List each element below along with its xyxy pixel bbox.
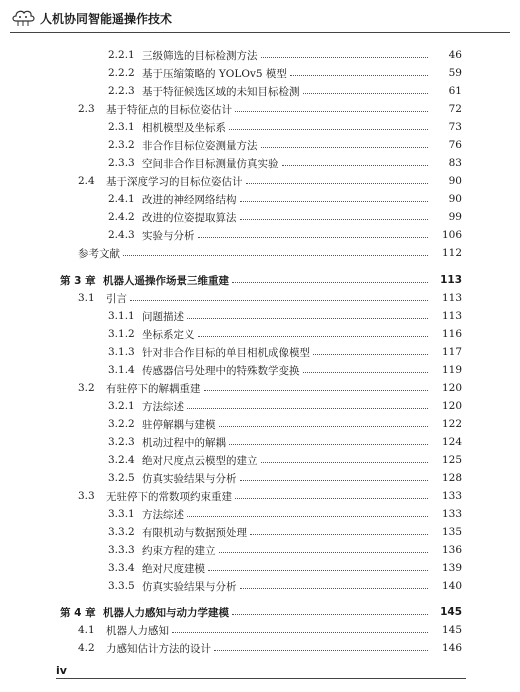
robot-cloud-logo-icon <box>10 6 36 28</box>
toc-entry-title: 仿真实验结果与分析 <box>142 472 237 485</box>
toc-entry-number: 3.3.5 <box>108 580 135 592</box>
toc-entry-title: 传感器信号处理中的特殊数学变换 <box>142 364 300 377</box>
toc-leader-dots <box>246 183 428 184</box>
toc-subsection-entry[interactable] <box>0 452 520 468</box>
toc-entry-number: 3.1.4 <box>108 364 135 376</box>
toc-leader-dots <box>303 372 428 373</box>
toc-leader-dots <box>229 444 428 445</box>
toc-entry-title: 方法综述 <box>142 400 184 413</box>
toc-entry-number: 2.2.1 <box>108 49 135 61</box>
toc-entry-title: 绝对尺度建模 <box>142 562 205 575</box>
toc-leader-dots <box>219 552 428 553</box>
toc-entry-page: 113 <box>441 310 462 322</box>
toc-entry-title: 实验与分析 <box>142 229 195 242</box>
toc-leader-dots <box>214 650 428 651</box>
toc-entry-page: 112 <box>441 247 462 259</box>
toc-entry-page: 113 <box>441 292 462 304</box>
toc-entry-title: 空间非合作目标测量仿真实验 <box>142 157 279 170</box>
toc-subsection-entry[interactable] <box>0 119 520 135</box>
toc-leader-dots <box>261 462 428 463</box>
page-number: iv <box>56 664 67 677</box>
toc-entry-page: 133 <box>441 508 462 520</box>
toc-leader-dots <box>123 255 428 256</box>
toc-entry-page: 146 <box>441 642 462 654</box>
toc-leader-dots <box>198 237 428 238</box>
toc-subsection-entry[interactable] <box>0 209 520 225</box>
toc-entry-title: 有限机动与数据预处理 <box>142 526 247 539</box>
toc-entry-page: 61 <box>448 85 462 97</box>
toc-entry-title: 机器人力感知 <box>106 624 169 637</box>
toc-entry-title: 机器人遥操作场景三维重建 <box>103 274 229 287</box>
toc-entry-number: 3.1.3 <box>108 346 135 358</box>
toc-entry-number: 2.4.1 <box>108 193 135 205</box>
toc-section-entry[interactable] <box>0 173 520 189</box>
toc-section-entry[interactable] <box>0 622 520 638</box>
toc-entry-number: 2.2.3 <box>108 85 135 97</box>
toc-subsection-entry[interactable] <box>0 227 520 243</box>
toc-entry-number: 3.3.4 <box>108 562 135 574</box>
toc-subsection-entry[interactable] <box>0 155 520 171</box>
toc-subsection-entry[interactable] <box>0 560 520 576</box>
book-title: 人机协同智能遥操作技术 <box>40 12 173 26</box>
toc-leader-dots <box>250 534 428 535</box>
toc-subsection-entry[interactable] <box>0 83 520 99</box>
toc-leader-dots <box>235 498 428 499</box>
toc-entry-number: 3.2.5 <box>108 472 135 484</box>
toc-entry-page: 46 <box>448 49 462 61</box>
toc-chapter-entry[interactable] <box>0 272 520 288</box>
toc-subsection-entry[interactable] <box>0 398 520 414</box>
toc-entry-page: 120 <box>441 400 462 412</box>
toc-entry-page: 124 <box>441 436 462 448</box>
footer-rule <box>56 678 466 679</box>
toc-leader-dots <box>198 336 428 337</box>
toc-entry-number: 2.4 <box>78 175 95 187</box>
toc-entry-number: 3.3 <box>78 490 95 502</box>
toc-subsection-entry[interactable] <box>0 308 520 324</box>
toc-entry-title: 坐标系定义 <box>142 328 195 341</box>
toc-subsection-entry[interactable] <box>0 65 520 81</box>
toc-entry-number: 2.3.2 <box>108 139 135 151</box>
toc-leader-dots <box>290 75 428 76</box>
toc-leader-dots <box>313 354 428 355</box>
toc-entry-title: 基于深度学习的目标位姿估计 <box>106 175 243 188</box>
toc-subsection-entry[interactable] <box>0 137 520 153</box>
toc-chapter-entry[interactable] <box>0 604 520 620</box>
toc-entry-page: 119 <box>441 364 462 376</box>
toc-entry-page: 106 <box>441 229 462 241</box>
toc-entry-page: 90 <box>448 175 462 187</box>
toc-entry-title: 驻停解耦与建模 <box>142 418 216 431</box>
toc-leader-dots <box>303 93 428 94</box>
toc-entry-number: 第 3 章 <box>60 274 96 287</box>
toc-subsection-entry[interactable] <box>0 191 520 207</box>
toc-section-entry[interactable] <box>0 488 520 504</box>
toc-entry-number: 2.3.1 <box>108 121 135 133</box>
toc-subsection-entry[interactable] <box>0 506 520 522</box>
toc-leader-dots <box>172 632 428 633</box>
toc-leader-dots <box>240 480 428 481</box>
toc-leader-dots <box>261 147 428 148</box>
toc-entry-number: 3.2.4 <box>108 454 135 466</box>
toc-subsection-entry[interactable] <box>0 470 520 486</box>
toc-entry-page: 90 <box>448 193 462 205</box>
toc-leader-dots <box>240 588 428 589</box>
toc-entry-title: 参考文献 <box>78 247 120 260</box>
toc-entry-number: 3.3.1 <box>108 508 135 520</box>
toc-subsection-entry[interactable] <box>0 416 520 432</box>
toc-subsection-entry[interactable] <box>0 362 520 378</box>
toc-subsection-entry[interactable] <box>0 542 520 558</box>
toc-leader-dots <box>130 300 428 301</box>
toc-section-entry[interactable] <box>0 290 520 306</box>
toc-entry-page: 122 <box>441 418 462 430</box>
toc-entry-title: 力感知估计方法的设计 <box>106 642 211 655</box>
toc-leader-dots <box>232 614 428 615</box>
toc-leader-dots <box>187 318 428 319</box>
toc-section-entry[interactable] <box>0 640 520 656</box>
toc-entry-title: 三级筛选的目标检测方法 <box>142 49 258 62</box>
toc-entry-number: 3.1.1 <box>108 310 135 322</box>
toc-entry-title: 方法综述 <box>142 508 184 521</box>
toc-entry-title: 基于特征候选区域的未知目标检测 <box>142 85 300 98</box>
toc-entry-title: 无驻停下的常数项约束重建 <box>106 490 232 503</box>
toc-subsection-entry[interactable] <box>0 524 520 540</box>
toc-entry-title: 绝对尺度点云模型的建立 <box>142 454 258 467</box>
toc-section-entry[interactable] <box>0 101 520 117</box>
toc-entry-title: 问题描述 <box>142 310 184 323</box>
toc-entry-page: 135 <box>441 526 462 538</box>
toc-entry-number: 2.2.2 <box>108 67 135 79</box>
toc-entry-number: 3.2.3 <box>108 436 135 448</box>
toc-entry-page: 139 <box>441 562 462 574</box>
toc-entry-title: 非合作目标位姿测量方法 <box>142 139 258 152</box>
toc-leader-dots <box>261 57 428 58</box>
toc-leader-dots <box>240 219 428 220</box>
toc-entry-number: 3.2.2 <box>108 418 135 430</box>
toc-entry-number: 3.2.1 <box>108 400 135 412</box>
toc-entry-number: 第 4 章 <box>60 606 96 619</box>
toc-entry-number: 3.1 <box>78 292 95 304</box>
toc-leader-dots <box>232 282 428 283</box>
toc-entry-number: 2.3.3 <box>108 157 135 169</box>
toc-entry-title: 基于压缩策略的 YOLOv5 模型 <box>142 67 287 80</box>
toc-entry-number: 2.4.2 <box>108 211 135 223</box>
toc-leader-dots <box>187 408 428 409</box>
toc-subsection-entry[interactable] <box>0 47 520 63</box>
toc-entry-number: 2.4.3 <box>108 229 135 241</box>
toc-subsection-entry[interactable] <box>0 344 520 360</box>
toc-entry-page: 76 <box>448 139 462 151</box>
toc-entry-page: 120 <box>441 382 462 394</box>
toc-entry-page: 72 <box>448 103 462 115</box>
toc-entry-title: 机器人力感知与动力学建模 <box>103 606 229 619</box>
toc-entry-page: 83 <box>448 157 462 169</box>
toc-entry-page: 133 <box>441 490 462 502</box>
toc-entry-page: 140 <box>441 580 462 592</box>
toc-leader-dots <box>187 516 428 517</box>
toc-subsection-entry[interactable] <box>0 434 520 450</box>
toc-entry-title: 基于特征点的目标位姿估计 <box>106 103 232 116</box>
toc-leader-dots <box>208 570 428 571</box>
toc-entry-page: 125 <box>441 454 462 466</box>
toc-entry-page: 145 <box>440 606 462 618</box>
toc-entry-page: 113 <box>440 274 462 286</box>
toc-entry-number: 2.3 <box>78 103 95 115</box>
toc-entry-page: 145 <box>441 624 462 636</box>
toc-leader-dots <box>282 165 428 166</box>
toc-entry-title: 约束方程的建立 <box>142 544 216 557</box>
toc-section-entry[interactable] <box>0 380 520 396</box>
toc-entry-number: 3.3.3 <box>108 544 135 556</box>
toc-leader-dots <box>229 129 428 130</box>
toc-entry-title: 机动过程中的解耦 <box>142 436 226 449</box>
toc-leader-dots <box>240 201 428 202</box>
toc-entry-title: 仿真实验结果与分析 <box>142 580 237 593</box>
toc-leader-dots <box>219 426 428 427</box>
toc-entry-number: 4.2 <box>78 642 95 654</box>
toc-entry-page: 136 <box>441 544 462 556</box>
toc-entry-page: 59 <box>448 67 462 79</box>
toc-leader-dots <box>204 390 428 391</box>
toc-entry-number: 4.1 <box>78 624 95 636</box>
toc-entry-number: 3.3.2 <box>108 526 135 538</box>
toc-entry-page: 99 <box>448 211 462 223</box>
toc-entry-number: 3.2 <box>78 382 95 394</box>
toc-entry-title: 引言 <box>106 292 127 305</box>
toc-section-entry[interactable] <box>0 245 520 261</box>
toc-entry-page: 116 <box>441 328 462 340</box>
toc-entry-title: 针对非合作目标的单目相机成像模型 <box>142 346 310 359</box>
toc-leader-dots <box>235 111 428 112</box>
toc-subsection-entry[interactable] <box>0 326 520 342</box>
header-rule <box>10 32 510 33</box>
toc-entry-title: 相机模型及坐标系 <box>142 121 226 134</box>
toc-entry-page: 128 <box>441 472 462 484</box>
running-header <box>0 0 520 34</box>
toc-subsection-entry[interactable] <box>0 578 520 594</box>
toc-entry-page: 73 <box>448 121 462 133</box>
toc-entry-page: 117 <box>441 346 462 358</box>
toc-entry-title: 改进的位姿提取算法 <box>142 211 237 224</box>
toc-entry-number: 3.1.2 <box>108 328 135 340</box>
toc-entry-title: 有驻停下的解耦重建 <box>106 382 201 395</box>
toc-entry-title: 改进的神经网络结构 <box>142 193 237 206</box>
